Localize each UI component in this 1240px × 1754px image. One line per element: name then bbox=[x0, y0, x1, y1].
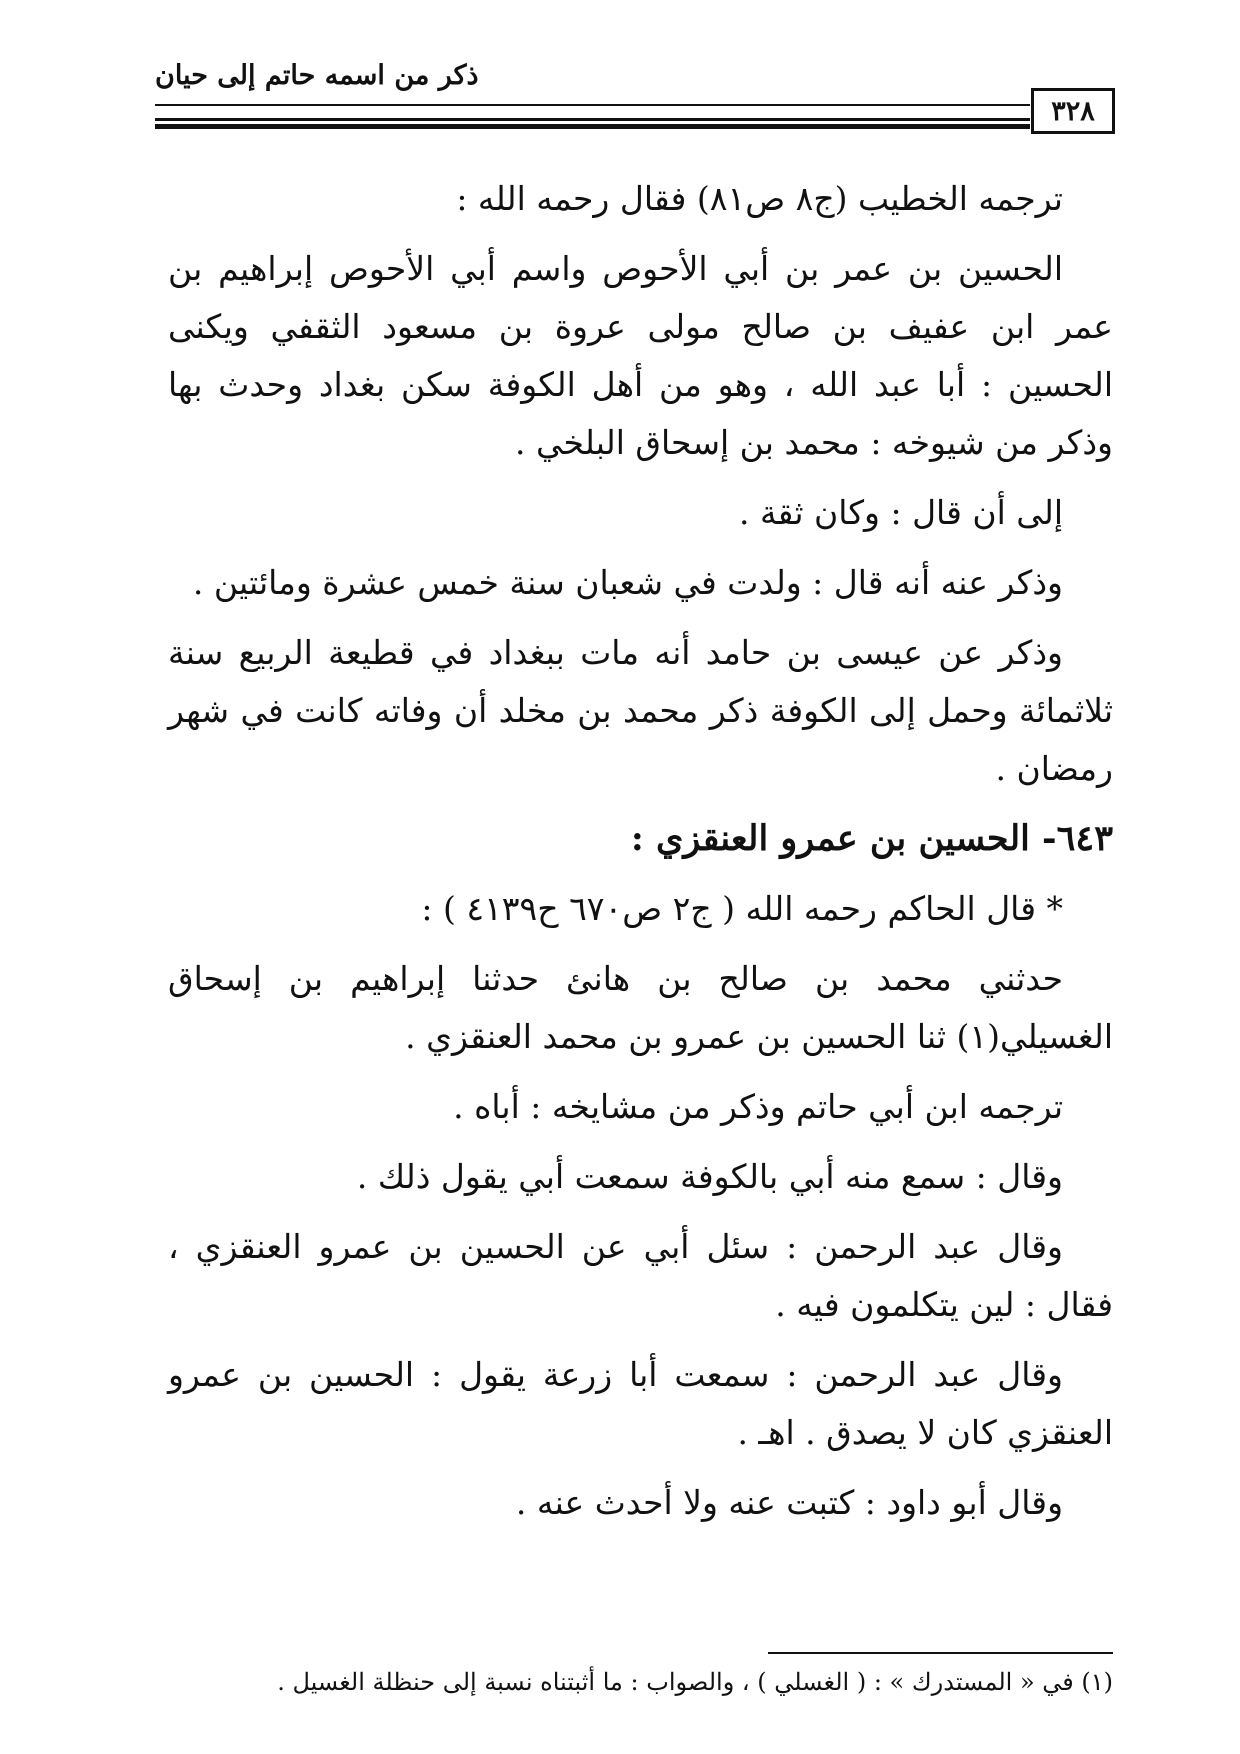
body-paragraph: وقال أبو داود : كتبت عنه ولا أحدث عنه . bbox=[515, 1483, 1063, 1522]
body-paragraph: وذكر عنه أنه قال : ولدت في شعبان سنة خمس عشرة ومائتين . bbox=[192, 563, 1063, 602]
body-paragraph: إلى أن قال : وكان ثقة . bbox=[739, 493, 1063, 532]
running-title: ذكر من اسمه حاتم إلى حيان bbox=[155, 60, 479, 91]
body-paragraph: ترجمه الخطيب (ج٨ ص٨١) فقال رحمه الله : bbox=[456, 179, 1063, 218]
body-paragraph: الحسين بن عمر بن أبي الأحوص واسم أبي الأحوص إبراهيم بن عمر ابن عفيف بن صالح مولى عروة بن مسعود الثقفي ويكنى الحسين : أبا عبد الله ، وهو من أهل الكوفة سكن بغداد وحدث بها وذكر من شيوخه : محمد بن إسحاق البلخي . bbox=[168, 249, 1113, 462]
footnote-divider bbox=[768, 1652, 1113, 1654]
entry-heading: ٦٤٣- الحسين بن عمرو العنقزي : bbox=[630, 818, 1113, 859]
header-rule bbox=[155, 124, 1030, 129]
page-header bbox=[155, 60, 1115, 140]
page-body bbox=[168, 170, 1113, 1544]
body-paragraph: وذكر عن عيسى بن حامد أنه مات ببغداد في قطيعة الربيع سنة ثلاثمائة وحمل إلى الكوفة ذكر محمد بن مخلد أن وفاته كانت في شهر رمضان . bbox=[168, 633, 1113, 788]
body-paragraph: حدثني محمد بن صالح بن هانئ حدثنا إبراهيم بن إسحاق الغسيلي(١) ثنا الحسين بن عمرو بن محمد العنقزي . bbox=[168, 959, 1113, 1056]
body-paragraph: * قال الحاكم رحمه الله ( ج٢ ص٦٧٠ ح٤١٣٩ ) : bbox=[421, 889, 1063, 928]
header-rule bbox=[155, 118, 1030, 121]
body-paragraph: وقال عبد الرحمن : سئل أبي عن الحسين بن عمرو العنقزي ، فقال : لين يتكلمون فيه . bbox=[168, 1227, 1113, 1324]
header-rule bbox=[155, 104, 1030, 106]
footnote: (١) في « المستدرك » : ( الغسلي ) ، والصواب : ما أثبتناه نسبة إلى حنظلة الغسيل . bbox=[277, 1668, 1113, 1696]
page-number: ٣٢٨ bbox=[1031, 88, 1115, 134]
body-paragraph: ترجمه ابن أبي حاتم وذكر من مشايخه : أباه . bbox=[453, 1087, 1063, 1126]
body-paragraph: وقال : سمع منه أبي بالكوفة سمعت أبي يقول ذلك . bbox=[356, 1157, 1063, 1196]
body-paragraph: وقال عبد الرحمن : سمعت أبا زرعة يقول : الحسين بن عمرو العنقزي كان لا يصدق . اهـ . bbox=[168, 1355, 1113, 1452]
